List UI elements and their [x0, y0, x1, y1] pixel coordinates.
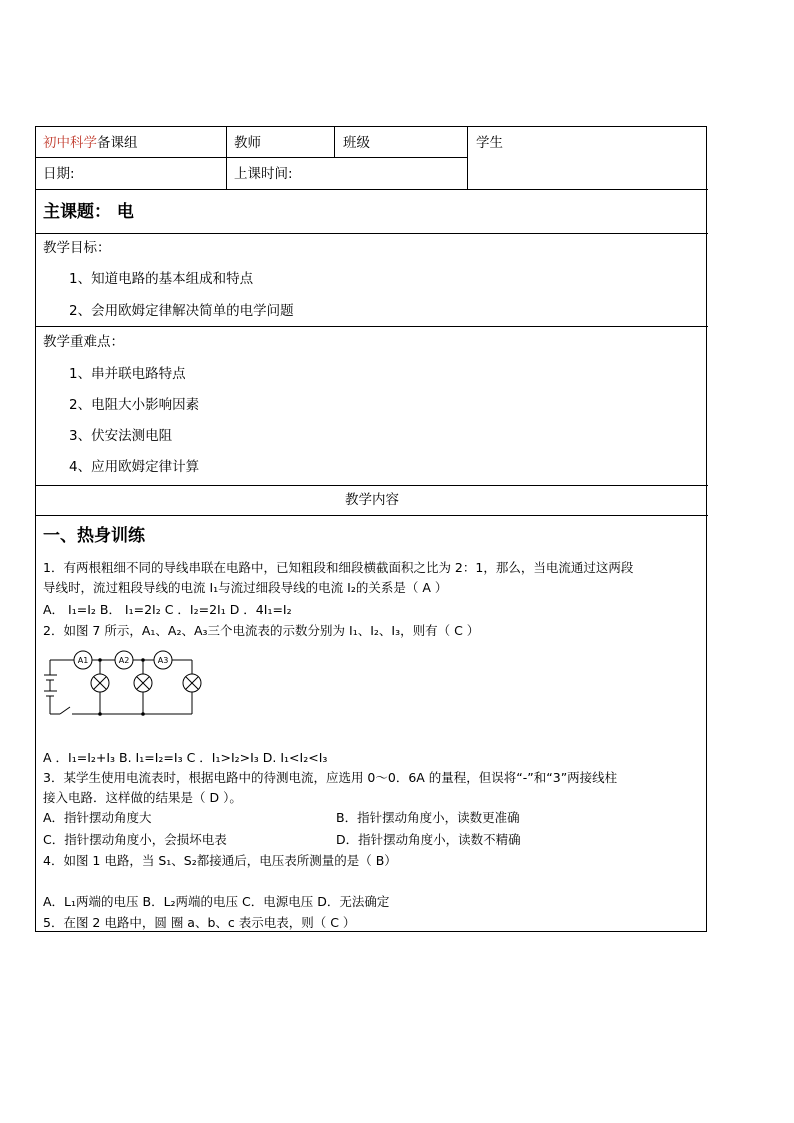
col-divider	[226, 127, 227, 189]
main-topic: 主课题： 电	[43, 202, 134, 222]
section-heading: 一、热身训练	[43, 526, 145, 546]
question-1-options: A． I₁=I₂ B． I₁=2I₂ C ．I₂=2I₁ D ．4I₁=I₂	[43, 602, 292, 617]
teacher-label: 教师	[234, 135, 261, 151]
row-divider	[36, 515, 708, 516]
row-divider	[36, 157, 467, 158]
question-5-stem: 5．在图 2 电路中，圆 圈 a、b、c 表示电表，则（ C ）	[43, 915, 356, 930]
question-2-stem: 2．如图 7 所示，A₁、A₂、A₃三个电流表的示数分别为 I₁、I₂、I₃，则有（ C ）	[43, 623, 480, 638]
question-3-option-a: A．指针摆动角度大	[43, 810, 152, 825]
question-3-option-d: D．指针摆动角度小，读数不精确	[336, 832, 521, 847]
date-label: 日期:	[43, 166, 75, 182]
lesson-plan-table	[35, 126, 707, 932]
question-1-line-2: 导线时，流过粗段导线的电流 I₁与流过细段导线的电流 I₂的关系是（ A ）	[43, 580, 448, 595]
circuit-diagram	[44, 647, 204, 719]
difficulty-item: 3、伏安法测电阻	[69, 428, 173, 444]
student-label: 学生	[476, 135, 503, 151]
difficulty-item: 4、应用欧姆定律计算	[69, 459, 200, 475]
goal-item: 2、会用欧姆定律解决简单的电学问题	[69, 303, 294, 319]
question-4-options: A．L₁两端的电压 B．L₂两端的电压 C．电源电压 D．无法确定	[43, 894, 390, 909]
question-2-options: A ．I₁=I₂+I₃ B. I₁=I₂=I₃ C ．I₁>I₂>I₃ D. I₁<I₂<I₃	[43, 750, 328, 765]
row-divider	[36, 485, 708, 486]
row-divider	[36, 189, 708, 190]
content-header: 教学内容	[345, 492, 399, 508]
class-label: 班级	[343, 135, 370, 151]
question-3-option-c: C．指针摆动角度小，会损坏电表	[43, 832, 227, 847]
goals-title: 教学目标：	[43, 240, 111, 256]
question-4-stem: 4．如图 1 电路，当 S₁、S₂都接通后，电压表所测量的是（ B）	[43, 853, 397, 868]
col-divider	[334, 127, 335, 157]
question-3-option-b: B．指针摆动角度小，读数更准确	[336, 810, 520, 825]
col-divider	[467, 127, 468, 189]
meter-label: A3	[157, 656, 169, 665]
row-divider	[36, 233, 708, 234]
question-1-line-1: 1．有两根粗细不同的导线串联在电路中，已知粗段和细段横截面积之比为 2：1，那么，当电流通过这两段	[43, 560, 634, 575]
difficulty-item: 2、电阻大小影响因素	[69, 397, 200, 413]
difficulty-item: 1、串并联电路特点	[69, 366, 186, 382]
meter-label: A1	[77, 656, 89, 665]
prep-group: 初中科学备课组	[43, 135, 138, 151]
row-divider	[36, 326, 708, 327]
goal-item: 1、知道电路的基本组成和特点	[69, 271, 254, 287]
difficulties-title: 教学重难点：	[43, 334, 124, 350]
class-time-label: 上课时间:	[234, 166, 293, 182]
question-3-line-1: 3．某学生使用电流表时，根据电路中的待测电流，应选用 0～0．6A 的量程，但误将“-”和“3”两接线柱	[43, 770, 618, 785]
meter-label: A2	[118, 656, 130, 665]
question-3-line-2: 接入电路．这样做的结果是（ D ）。	[43, 790, 242, 805]
